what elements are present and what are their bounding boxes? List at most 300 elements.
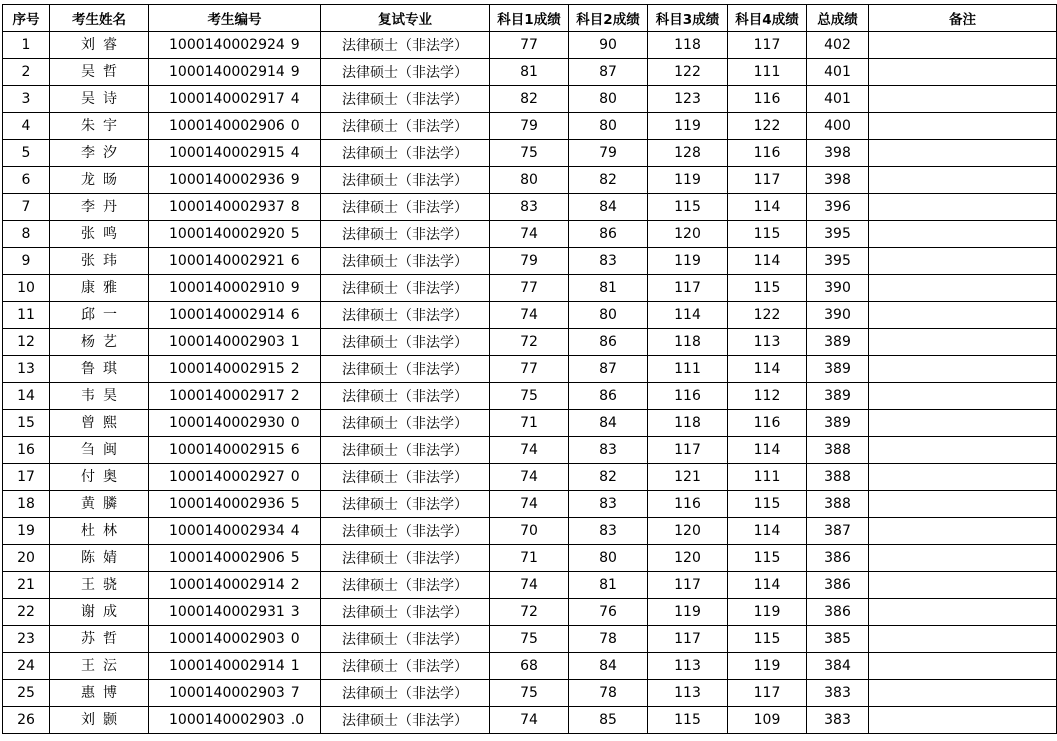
- score1: 77: [490, 32, 569, 59]
- name-first-char: 苏: [81, 631, 95, 647]
- score2: 85: [569, 707, 648, 734]
- score4: 122: [728, 113, 807, 140]
- row-index: 11: [3, 302, 50, 329]
- candidate-name: [50, 275, 149, 302]
- name-last-char: 琪: [103, 361, 117, 377]
- id-tail: 2: [290, 577, 300, 593]
- major: 法律硕士（非法学）: [321, 356, 490, 383]
- candidate-name: [50, 302, 149, 329]
- name-last-char: 睿: [103, 37, 117, 53]
- score4: 117: [728, 680, 807, 707]
- name-last-char: 婧: [103, 550, 117, 566]
- table-row: [3, 518, 1057, 545]
- id-tail: 6: [290, 307, 300, 323]
- candidate-name: [50, 437, 149, 464]
- candidate-name: [50, 572, 149, 599]
- table-row: [3, 59, 1057, 86]
- name-first-char: 惠: [81, 685, 95, 701]
- score3: 116: [648, 491, 728, 518]
- note: [869, 86, 1057, 113]
- score4: 117: [728, 32, 807, 59]
- note: [869, 410, 1057, 437]
- total-score: 383: [807, 680, 869, 707]
- id-tail: 6: [290, 442, 300, 458]
- row-index: 16: [3, 437, 50, 464]
- score2: 78: [569, 680, 648, 707]
- table-row: [3, 329, 1057, 356]
- table-row: [3, 302, 1057, 329]
- score4: 114: [728, 248, 807, 275]
- candidate-name: [50, 140, 149, 167]
- id-visible-part: 1000140002936: [169, 496, 285, 512]
- candidate-id: [149, 248, 321, 275]
- score4: 113: [728, 329, 807, 356]
- candidate-id: [149, 491, 321, 518]
- name-last-char: 沄: [103, 658, 117, 674]
- note: [869, 680, 1057, 707]
- candidate-id: [149, 302, 321, 329]
- score4: 114: [728, 356, 807, 383]
- redaction-mask: [95, 223, 103, 245]
- total-score: 395: [807, 221, 869, 248]
- row-index: 7: [3, 194, 50, 221]
- score2: 86: [569, 329, 648, 356]
- score3: 117: [648, 275, 728, 302]
- note: [869, 626, 1057, 653]
- redaction-mask: [95, 277, 103, 299]
- score2: 81: [569, 275, 648, 302]
- candidate-id: [149, 680, 321, 707]
- redaction-mask: [95, 250, 103, 272]
- name-first-char: 李: [81, 145, 95, 161]
- score1: 70: [490, 518, 569, 545]
- total-score: 386: [807, 545, 869, 572]
- id-visible-part: 1000140002903: [169, 631, 285, 647]
- redaction-mask: [95, 493, 103, 515]
- candidate-name: [50, 167, 149, 194]
- candidate-id: [149, 329, 321, 356]
- name-first-char: 吴: [81, 91, 95, 107]
- score4: 112: [728, 383, 807, 410]
- name-last-char: 博: [103, 685, 117, 701]
- candidate-id: [149, 653, 321, 680]
- name-last-char: 诗: [103, 91, 117, 107]
- name-last-char: 成: [103, 604, 117, 620]
- row-index: 8: [3, 221, 50, 248]
- name-last-char: 奥: [103, 469, 117, 485]
- candidate-name: [50, 86, 149, 113]
- total-score: 398: [807, 167, 869, 194]
- name-last-char: 一: [103, 307, 117, 323]
- candidate-name: [50, 248, 149, 275]
- redaction-mask: [95, 358, 103, 380]
- note: [869, 356, 1057, 383]
- score1: 75: [490, 140, 569, 167]
- name-last-char: 颢: [103, 712, 117, 728]
- total-score: 396: [807, 194, 869, 221]
- score1: 74: [490, 437, 569, 464]
- table-row: [3, 167, 1057, 194]
- note: [869, 707, 1057, 734]
- score3: 114: [648, 302, 728, 329]
- header-index: 序号: [3, 5, 50, 32]
- name-first-char: 杨: [81, 334, 95, 350]
- major: 法律硕士（非法学）: [321, 221, 490, 248]
- total-score: 383: [807, 707, 869, 734]
- major: 法律硕士（非法学）: [321, 194, 490, 221]
- table-row: [3, 545, 1057, 572]
- header-score2: 科目2成绩: [569, 5, 648, 32]
- name-first-char: 吴: [81, 64, 95, 80]
- redaction-mask: [95, 574, 103, 596]
- total-score: 389: [807, 329, 869, 356]
- id-tail: 8: [290, 199, 300, 215]
- note: [869, 275, 1057, 302]
- candidate-name: [50, 113, 149, 140]
- total-score: 398: [807, 140, 869, 167]
- candidate-name: [50, 626, 149, 653]
- id-tail: 9: [290, 64, 300, 80]
- row-index: 23: [3, 626, 50, 653]
- score1: 75: [490, 680, 569, 707]
- score3: 113: [648, 653, 728, 680]
- row-index: 14: [3, 383, 50, 410]
- redaction-mask: [95, 655, 103, 677]
- candidate-name: [50, 32, 149, 59]
- score2: 87: [569, 356, 648, 383]
- score4: 115: [728, 491, 807, 518]
- name-first-char: 韦: [81, 388, 95, 404]
- major: 法律硕士（非法学）: [321, 626, 490, 653]
- id-tail: 9: [290, 280, 300, 296]
- name-first-char: 张: [81, 253, 95, 269]
- score2: 78: [569, 626, 648, 653]
- id-visible-part: 1000140002915: [169, 361, 285, 377]
- note: [869, 518, 1057, 545]
- id-tail: 0: [290, 469, 300, 485]
- score4: 115: [728, 545, 807, 572]
- table-row: [3, 275, 1057, 302]
- redaction-mask: [95, 412, 103, 434]
- id-visible-part: 1000140002910: [169, 280, 285, 296]
- table-row: [3, 491, 1057, 518]
- redaction-mask: [95, 466, 103, 488]
- name-last-char: 昊: [103, 388, 117, 404]
- total-score: 387: [807, 518, 869, 545]
- total-score: 400: [807, 113, 869, 140]
- table-row: [3, 86, 1057, 113]
- score3: 119: [648, 248, 728, 275]
- score1: 68: [490, 653, 569, 680]
- major: 法律硕士（非法学）: [321, 383, 490, 410]
- table-row: [3, 113, 1057, 140]
- row-index: 21: [3, 572, 50, 599]
- candidate-name: [50, 518, 149, 545]
- header-score1: 科目1成绩: [490, 5, 569, 32]
- total-score: 388: [807, 437, 869, 464]
- row-index: 12: [3, 329, 50, 356]
- name-last-char: 哲: [103, 64, 117, 80]
- row-index: 19: [3, 518, 50, 545]
- candidate-id: [149, 707, 321, 734]
- id-visible-part: 1000140002937: [169, 199, 285, 215]
- candidate-name: [50, 599, 149, 626]
- score2: 90: [569, 32, 648, 59]
- id-tail: .0: [290, 712, 305, 728]
- score1: 75: [490, 626, 569, 653]
- major: 法律硕士（非法学）: [321, 275, 490, 302]
- id-visible-part: 1000140002914: [169, 307, 285, 323]
- score2: 84: [569, 194, 648, 221]
- candidate-id: [149, 221, 321, 248]
- redaction-mask: [95, 628, 103, 650]
- candidate-id: [149, 356, 321, 383]
- candidate-name: [50, 707, 149, 734]
- id-tail: 5: [290, 550, 300, 566]
- major: 法律硕士（非法学）: [321, 491, 490, 518]
- name-first-char: 龙: [81, 172, 95, 188]
- row-index: 24: [3, 653, 50, 680]
- id-tail: 7: [290, 685, 300, 701]
- name-last-char: 闽: [103, 442, 117, 458]
- redaction-mask: [95, 520, 103, 542]
- note: [869, 491, 1057, 518]
- table-row: [3, 383, 1057, 410]
- score1: 75: [490, 383, 569, 410]
- note: [869, 572, 1057, 599]
- id-visible-part: 1000140002936: [169, 172, 285, 188]
- candidate-id: [149, 194, 321, 221]
- name-first-char: 刘: [81, 37, 95, 53]
- row-index: 22: [3, 599, 50, 626]
- redaction-mask: [95, 331, 103, 353]
- redaction-mask: [95, 439, 103, 461]
- score3: 117: [648, 437, 728, 464]
- score1: 77: [490, 356, 569, 383]
- name-first-char: 王: [81, 658, 95, 674]
- total-score: 386: [807, 572, 869, 599]
- table-row: [3, 653, 1057, 680]
- redaction-mask: [95, 61, 103, 83]
- id-tail: 9: [290, 172, 300, 188]
- candidate-name: [50, 545, 149, 572]
- row-index: 6: [3, 167, 50, 194]
- row-index: 26: [3, 707, 50, 734]
- score-table: [2, 4, 1057, 734]
- redaction-mask: [95, 169, 103, 191]
- row-index: 18: [3, 491, 50, 518]
- total-score: 386: [807, 599, 869, 626]
- name-last-char: 雅: [103, 280, 117, 296]
- candidate-id: [149, 59, 321, 86]
- note: [869, 167, 1057, 194]
- candidate-id: [149, 275, 321, 302]
- id-visible-part: 1000140002915: [169, 442, 285, 458]
- candidate-id: [149, 113, 321, 140]
- score3: 119: [648, 113, 728, 140]
- score4: 119: [728, 599, 807, 626]
- total-score: 401: [807, 86, 869, 113]
- score2: 83: [569, 437, 648, 464]
- redaction-mask: [95, 709, 103, 731]
- score1: 79: [490, 113, 569, 140]
- major: 法律硕士（非法学）: [321, 140, 490, 167]
- score4: 114: [728, 572, 807, 599]
- name-first-char: 刘: [81, 712, 95, 728]
- name-last-char: 鸣: [103, 226, 117, 242]
- id-visible-part: 1000140002924: [169, 37, 285, 53]
- row-index: 10: [3, 275, 50, 302]
- score2: 80: [569, 545, 648, 572]
- id-tail: 4: [290, 91, 300, 107]
- score1: 74: [490, 302, 569, 329]
- score1: 71: [490, 545, 569, 572]
- score2: 82: [569, 167, 648, 194]
- major: 法律硕士（非法学）: [321, 707, 490, 734]
- total-score: 389: [807, 410, 869, 437]
- score2: 83: [569, 518, 648, 545]
- score3: 121: [648, 464, 728, 491]
- header-total: 总成绩: [807, 5, 869, 32]
- id-visible-part: 1000140002921: [169, 253, 285, 269]
- name-last-char: 艺: [103, 334, 117, 350]
- id-visible-part: 1000140002934: [169, 523, 285, 539]
- table-header-row: [3, 5, 1057, 32]
- score3: 116: [648, 383, 728, 410]
- score4: 115: [728, 626, 807, 653]
- score2: 83: [569, 491, 648, 518]
- score3: 122: [648, 59, 728, 86]
- total-score: 385: [807, 626, 869, 653]
- note: [869, 437, 1057, 464]
- note: [869, 464, 1057, 491]
- redaction-mask: [95, 196, 103, 218]
- table-row: [3, 140, 1057, 167]
- redaction-mask: [95, 601, 103, 623]
- score1: 79: [490, 248, 569, 275]
- score4: 116: [728, 86, 807, 113]
- id-visible-part: 1000140002906: [169, 550, 285, 566]
- major: 法律硕士（非法学）: [321, 464, 490, 491]
- score3: 118: [648, 410, 728, 437]
- score1: 74: [490, 572, 569, 599]
- score4: 114: [728, 437, 807, 464]
- candidate-id: [149, 437, 321, 464]
- score3: 118: [648, 329, 728, 356]
- row-index: 4: [3, 113, 50, 140]
- table-row: [3, 707, 1057, 734]
- name-last-char: 林: [103, 523, 117, 539]
- id-tail: 3: [290, 604, 300, 620]
- id-tail: 6: [290, 253, 300, 269]
- redaction-mask: [95, 142, 103, 164]
- redaction-mask: [95, 304, 103, 326]
- name-last-char: 膦: [103, 496, 117, 512]
- id-visible-part: 1000140002914: [169, 577, 285, 593]
- redaction-mask: [95, 385, 103, 407]
- id-visible-part: 1000140002914: [169, 658, 285, 674]
- table-row: [3, 194, 1057, 221]
- redaction-mask: [95, 115, 103, 137]
- candidate-id: [149, 410, 321, 437]
- score1: 80: [490, 167, 569, 194]
- name-last-char: 宇: [103, 118, 117, 134]
- id-visible-part: 1000140002930: [169, 415, 285, 431]
- name-first-char: 刍: [81, 442, 95, 458]
- candidate-id: [149, 518, 321, 545]
- table-row: [3, 356, 1057, 383]
- score3: 128: [648, 140, 728, 167]
- note: [869, 653, 1057, 680]
- score4: 116: [728, 140, 807, 167]
- total-score: 402: [807, 32, 869, 59]
- score2: 83: [569, 248, 648, 275]
- id-visible-part: 1000140002927: [169, 469, 285, 485]
- redaction-mask: [95, 34, 103, 56]
- score1: 74: [490, 464, 569, 491]
- score4: 109: [728, 707, 807, 734]
- row-index: 9: [3, 248, 50, 275]
- candidate-id: [149, 545, 321, 572]
- header-note: 备注: [869, 5, 1057, 32]
- id-visible-part: 1000140002906: [169, 118, 285, 134]
- id-tail: 0: [290, 631, 300, 647]
- name-last-char: 骁: [103, 577, 117, 593]
- id-visible-part: 1000140002903: [169, 685, 285, 701]
- total-score: 388: [807, 464, 869, 491]
- name-first-char: 鲁: [81, 361, 95, 377]
- total-score: 401: [807, 59, 869, 86]
- major: 法律硕士（非法学）: [321, 653, 490, 680]
- name-first-char: 曾: [81, 415, 95, 431]
- candidate-id: [149, 572, 321, 599]
- id-tail: 2: [290, 388, 300, 404]
- table-row: [3, 626, 1057, 653]
- score1: 71: [490, 410, 569, 437]
- row-index: 15: [3, 410, 50, 437]
- score4: 111: [728, 59, 807, 86]
- id-tail: 2: [290, 361, 300, 377]
- major: 法律硕士（非法学）: [321, 302, 490, 329]
- id-tail: 5: [290, 226, 300, 242]
- name-first-char: 王: [81, 577, 95, 593]
- major: 法律硕士（非法学）: [321, 86, 490, 113]
- header-major: 复试专业: [321, 5, 490, 32]
- score2: 84: [569, 653, 648, 680]
- major: 法律硕士（非法学）: [321, 437, 490, 464]
- name-last-char: 熙: [103, 415, 117, 431]
- score3: 118: [648, 32, 728, 59]
- candidate-id: [149, 140, 321, 167]
- major: 法律硕士（非法学）: [321, 599, 490, 626]
- candidate-name: [50, 410, 149, 437]
- note: [869, 32, 1057, 59]
- score3: 123: [648, 86, 728, 113]
- score2: 86: [569, 383, 648, 410]
- row-index: 3: [3, 86, 50, 113]
- row-index: 20: [3, 545, 50, 572]
- candidate-name: [50, 464, 149, 491]
- major: 法律硕士（非法学）: [321, 59, 490, 86]
- score4: 117: [728, 167, 807, 194]
- name-first-char: 付: [81, 469, 95, 485]
- score2: 80: [569, 113, 648, 140]
- score3: 115: [648, 707, 728, 734]
- score4: 115: [728, 221, 807, 248]
- candidate-name: [50, 356, 149, 383]
- score2: 84: [569, 410, 648, 437]
- candidate-name: [50, 491, 149, 518]
